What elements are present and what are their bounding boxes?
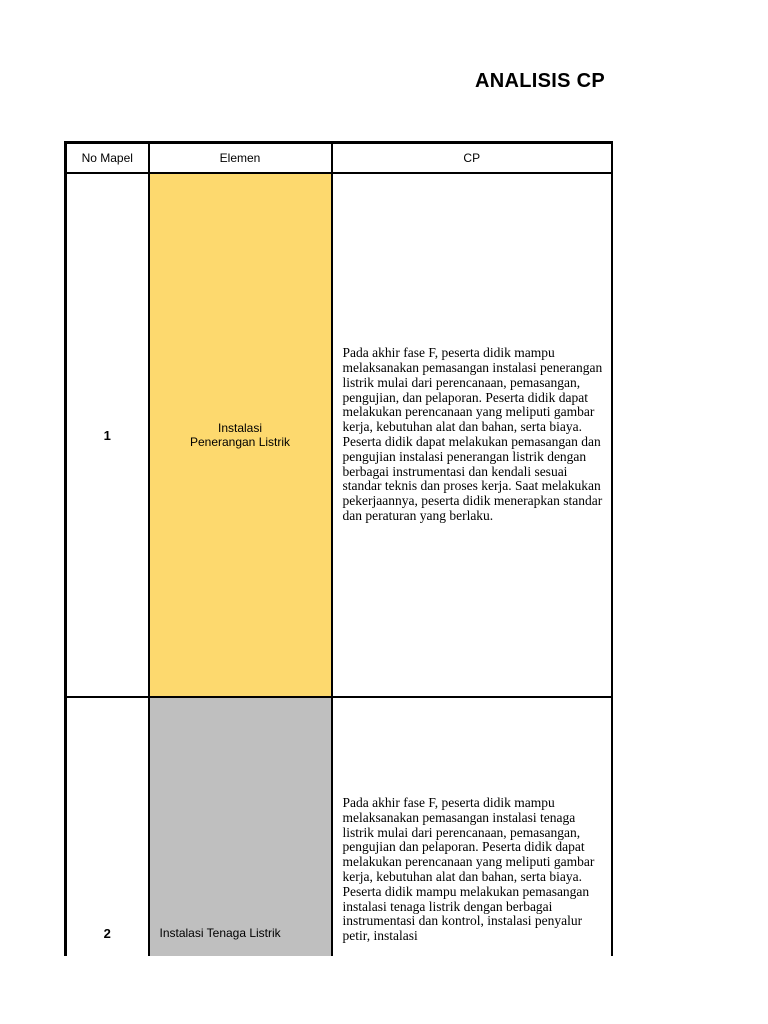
row-cp-text: Pada akhir fase F, peserta didik mampu melaksanakan pemasangan instalasi tenaga listrik mulai dari perencanaan, pemasangan, pengujian dan pelaporan. Peserta didik dapat melakukan perencanaan yang meliputi gambar kerja, kebutuhan alat dan bahan, serta biaya. Peserta didik mampu melakukan pemasangan instalasi tenaga listrik dengan berbagai instrumentasi dan kontrol, instalasi penyalur petir, instalasi <box>342 795 595 944</box>
cp-table-container <box>64 141 613 956</box>
elemen-line-2: Penerangan Listrik <box>189 435 291 449</box>
row-cp-text: Pada akhir fase F, peserta didik mampu melaksanakan pemasangan instalasi penerangan listrik mulai dari perencanaan, pemasangan, pengujian, dan pelaporan. Peserta didik dapat melakukan perencanaan yang meliputi gambar kerja, kebutuhan alat dan bahan, serta biaya. Peserta didik dapat melakukan pemasangan dan pengujian instalasi penerangan listrik dengan berbagai instrumentasi dan kendali sesuai standar teknis dan proses kerja. Saat melakukan pekerjaannya, peserta didik menerapkan standar dan peraturan yang berlaku. <box>332 173 612 697</box>
row-cp-cell <box>332 697 612 956</box>
row-number: 2 <box>103 926 111 941</box>
row-elemen <box>149 173 332 697</box>
cp-table <box>66 143 612 956</box>
table-header-row <box>67 144 612 174</box>
row-elemen <box>149 697 332 956</box>
header-elemen: Elemen <box>149 144 332 174</box>
header-cp: CP <box>332 144 612 174</box>
page-title: ANALISIS CP <box>475 70 605 92</box>
row-number-cell <box>67 697 149 956</box>
row-number: 1 <box>67 173 149 697</box>
header-no-mapel: No Mapel <box>67 144 149 174</box>
table-row <box>67 697 612 956</box>
table-row <box>67 173 612 697</box>
elemen-line-1: Instalasi <box>217 421 263 435</box>
elemen-line-1: Instalasi Tenaga Listrik <box>159 926 281 940</box>
